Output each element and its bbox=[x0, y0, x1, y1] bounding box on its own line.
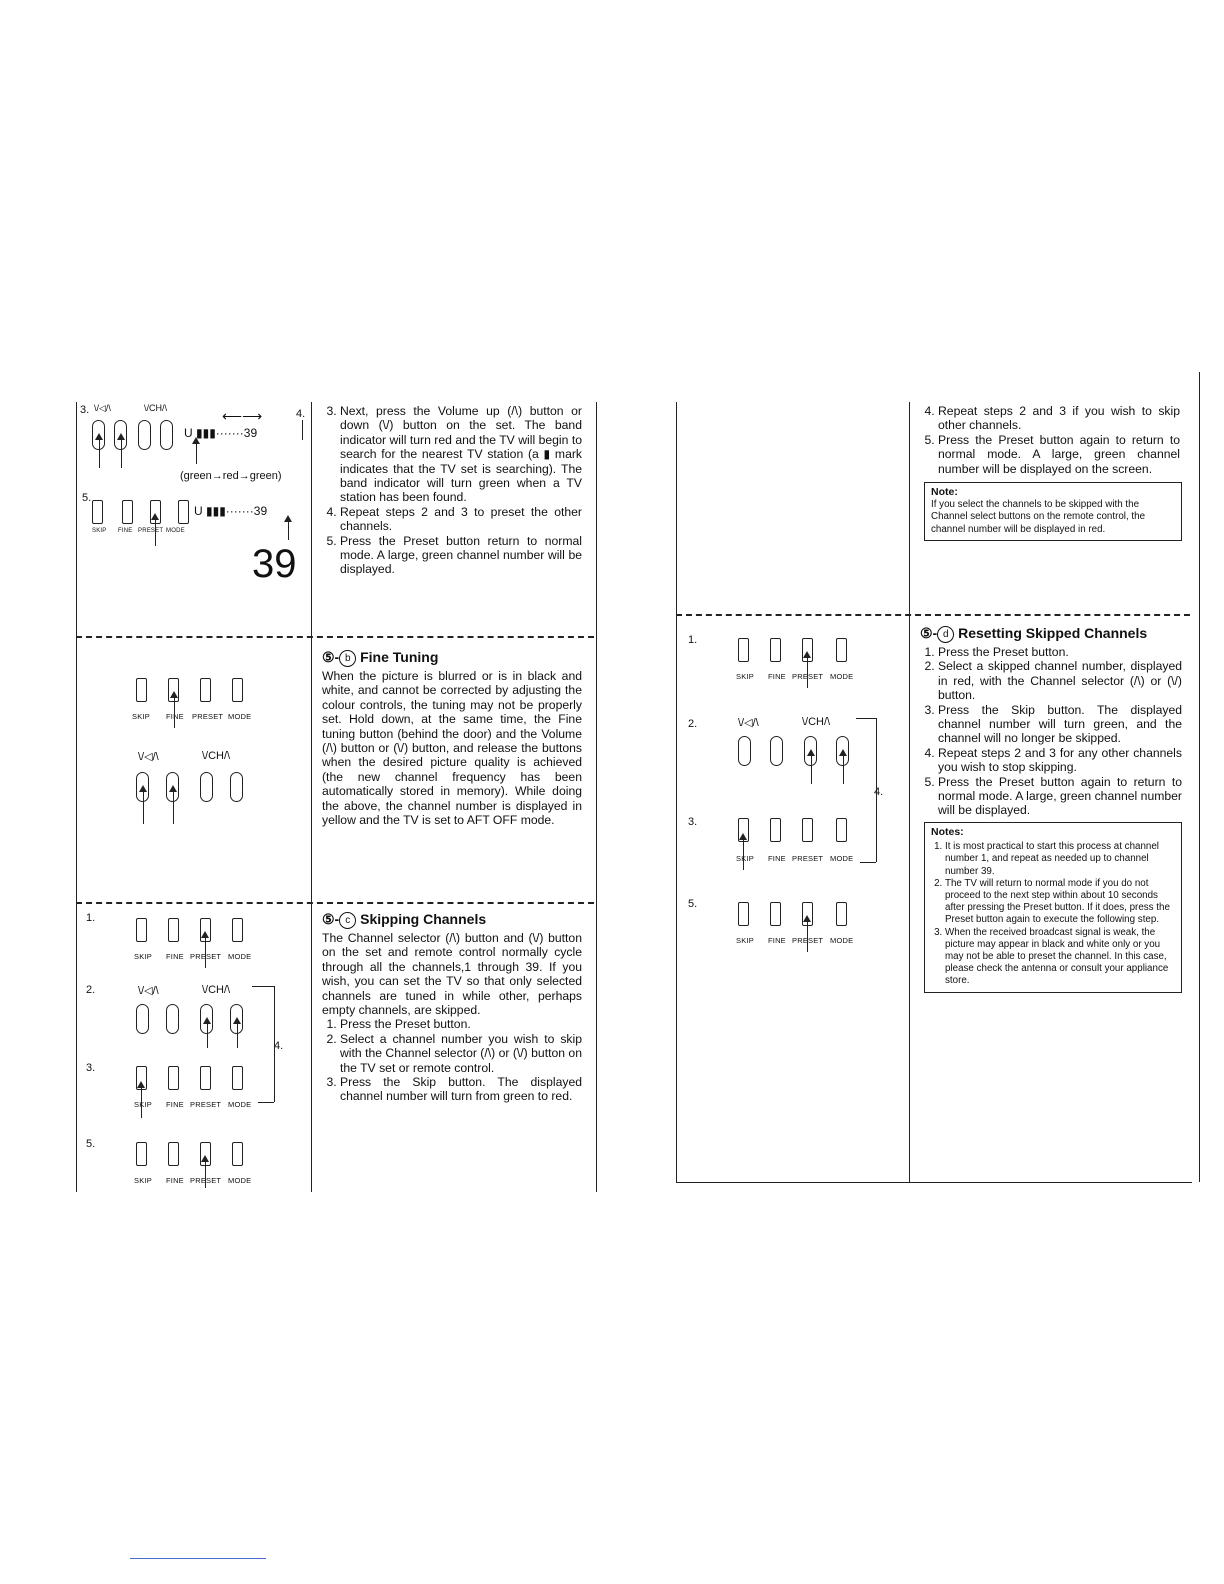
preset-label: PRESET bbox=[792, 854, 824, 863]
skip-button bbox=[136, 1142, 147, 1166]
preset-button bbox=[200, 1066, 211, 1090]
vol-up-button bbox=[166, 1004, 179, 1034]
notes-title: Notes: bbox=[931, 826, 964, 838]
section-d-item: 3. Press the Skip button. The displayed channel number will turn green, and the channel will no longer be skipped. bbox=[938, 703, 1182, 746]
notes-box bbox=[924, 822, 1182, 993]
arrow-up-icon bbox=[141, 1088, 142, 1118]
volume-label: \/◁/\ bbox=[738, 717, 759, 729]
fine-label: FINE bbox=[166, 1100, 184, 1109]
section-d-item: 4. Repeat steps 2 and 3 for any other channels you wish to stop skipping. bbox=[938, 746, 1182, 775]
step-number: 1. bbox=[688, 634, 698, 646]
bracket-line bbox=[302, 420, 303, 440]
fine-button bbox=[770, 902, 781, 926]
skip-button bbox=[738, 902, 749, 926]
arrow-up-icon bbox=[121, 440, 122, 468]
step-number: 4. bbox=[874, 786, 884, 798]
section-a-item: 3. Next, press the Volume up (/\) button or down (\/) button on the set. The band indicator will turn red and the TV will begin to search for the nearest TV station (a ▮ mark indicates that the TV set is searching). The band indicator will turn green when a TV station has been found. bbox=[340, 404, 582, 505]
bracket-line bbox=[860, 862, 876, 863]
ch-down-button bbox=[138, 420, 151, 450]
section-d-item: 5. Press the Preset button again to return to normal mode. A large, green channel number will be displayed. bbox=[938, 775, 1182, 818]
channel-label: \/CH/\ bbox=[144, 403, 168, 413]
preset-button bbox=[802, 818, 813, 842]
section-d-heading bbox=[920, 624, 1182, 643]
section-marker: ⑤- bbox=[920, 625, 938, 641]
section-a-item: 4. Repeat steps 2 and 3 to preset the other channels. bbox=[340, 505, 582, 534]
arrow-up-icon bbox=[205, 938, 206, 968]
note-item: 1. It is most practical to start this process at channel number 1, and repeat as needed up to channel number 39. bbox=[945, 841, 1175, 878]
arrow-up-icon bbox=[843, 756, 844, 784]
mode-button bbox=[232, 1142, 243, 1166]
right-edge-line bbox=[1199, 372, 1200, 1182]
mode-label: MODE bbox=[228, 1100, 252, 1109]
large-channel-number: 39 bbox=[252, 542, 297, 586]
volume-label: \/◁/\ bbox=[138, 751, 159, 763]
band-indicator: U ▮▮▮·······39 bbox=[194, 504, 268, 518]
circled-letter: b bbox=[339, 650, 356, 667]
section-title: Fine Tuning bbox=[360, 649, 439, 665]
volume-label: \/◁/\ bbox=[94, 403, 111, 413]
fine-button bbox=[122, 500, 133, 524]
note-item: 3. When the received broadcast signal is weak, the picture may appear in black and white only or you may not be able to preset the channel. In this case, please check the antenna or consult your appliance store. bbox=[945, 927, 1175, 988]
mode-label: MODE bbox=[830, 854, 854, 863]
section-title: Resetting Skipped Channels bbox=[958, 625, 1148, 641]
section-b-body: When the picture is blurred or is in black and white, and cannot be corrected by adjusting the colour controls, the tuning may not be properly set. Hold down, at the same time, the Fine tuning button (behind the door) and the Volume (/\) button or (\/) button, and release the buttons when the desired picture quality is achieved (the new channel frequency has been automatically stored in memory). While doing the above, the channel number is displayed in yellow and the TV is set to AFT OFF mode. bbox=[322, 669, 582, 828]
vol-down-button bbox=[738, 736, 751, 766]
skip-label: SKIP bbox=[134, 1176, 152, 1185]
section-c-item: 2. Select a channel number you wish to skip with the Channel selector (/\) or (\/) button on the TV set or remote control. bbox=[340, 1032, 582, 1075]
skip-button bbox=[136, 918, 147, 942]
section-marker: ⑤- bbox=[322, 911, 340, 927]
step-number: 4. bbox=[274, 1040, 284, 1052]
footer-line bbox=[130, 1558, 266, 1559]
mode-button bbox=[232, 918, 243, 942]
arrow-up-icon bbox=[807, 658, 808, 688]
note-item: 2. The TV will return to normal mode if you do not proceed to the next step within about 10 seconds after pressing the Preset button. If it does, press the Preset button again to execute the following step. bbox=[945, 878, 1175, 927]
preset-label: PRESET bbox=[192, 712, 224, 721]
volume-label: \/◁/\ bbox=[138, 985, 159, 997]
arrow-up-icon bbox=[743, 840, 744, 870]
skip-button bbox=[136, 678, 147, 702]
skip-label: SKIP bbox=[736, 936, 754, 945]
section-c-cont-item: 5. Press the Preset button again to return to normal mode. A large, green channel number will be displayed on the screen. bbox=[938, 433, 1180, 476]
section-d-text bbox=[920, 624, 1182, 818]
divider-2 bbox=[76, 902, 594, 904]
skip-label: SKIP bbox=[132, 712, 150, 721]
skip-button bbox=[738, 638, 749, 662]
mode-button bbox=[178, 500, 189, 524]
arrow-up-icon bbox=[155, 520, 156, 546]
step-number: 5. bbox=[82, 492, 92, 504]
right-column-divider bbox=[909, 402, 910, 1182]
channel-label: \/CH/\ bbox=[202, 984, 231, 996]
preset-button bbox=[200, 678, 211, 702]
figure-volume-search bbox=[80, 404, 308, 604]
mode-label: MODE bbox=[228, 712, 252, 721]
mode-label: MODE bbox=[830, 936, 854, 945]
step-number: 4. bbox=[296, 408, 306, 420]
arrow-up-icon bbox=[205, 1162, 206, 1188]
bracket-line bbox=[856, 718, 876, 719]
mode-button bbox=[232, 678, 243, 702]
arrow-up-icon bbox=[99, 440, 100, 468]
arrow-up-icon bbox=[173, 792, 174, 824]
arrow-up-icon bbox=[237, 1024, 238, 1048]
right-page-left-line bbox=[676, 402, 677, 1182]
mode-label: MODE bbox=[228, 952, 252, 961]
note-body: If you select the channels to be skipped with the Channel select buttons on the remote control, the channel number will be displayed in red. bbox=[931, 499, 1146, 535]
arrow-up-icon bbox=[196, 444, 197, 464]
step-number: 2. bbox=[86, 984, 96, 996]
bracket-line bbox=[258, 1102, 274, 1103]
section-c-item: 1. Press the Preset button. bbox=[340, 1017, 582, 1031]
section-d-item: 2. Select a skipped channel number, displayed in red, with the Channel selector (/\) or (\/) button. bbox=[938, 659, 1182, 702]
skip-button bbox=[92, 500, 103, 524]
section-c-heading bbox=[322, 910, 582, 929]
section-c-text bbox=[322, 910, 582, 1104]
preset-label: PRESET bbox=[190, 1176, 222, 1185]
section-a-text bbox=[322, 404, 582, 577]
fine-label: FINE bbox=[768, 672, 786, 681]
section-c-continued bbox=[920, 404, 1180, 476]
step-number: 3. bbox=[86, 1062, 96, 1074]
fine-button bbox=[770, 638, 781, 662]
section-b-heading bbox=[322, 648, 582, 667]
note-title: Note: bbox=[931, 486, 958, 498]
step-number: 5. bbox=[86, 1138, 96, 1150]
preset-label: PRESET bbox=[138, 528, 164, 534]
section-a-item: 5. Press the Preset button return to normal mode. A large, green channel number will be displayed. bbox=[340, 534, 582, 577]
fine-button bbox=[770, 818, 781, 842]
arrow-up-icon bbox=[207, 1024, 208, 1048]
arrow-up-icon bbox=[143, 792, 144, 824]
circled-letter: c bbox=[339, 912, 356, 929]
vol-up-button bbox=[770, 736, 783, 766]
fine-label: FINE bbox=[118, 528, 133, 534]
preset-label: PRESET bbox=[792, 936, 824, 945]
channel-label: \/CH/\ bbox=[802, 716, 831, 728]
note-box bbox=[924, 482, 1182, 541]
section-b-text bbox=[322, 648, 582, 827]
ch-down-button bbox=[200, 772, 213, 802]
page-center-line bbox=[596, 402, 597, 1192]
fine-button bbox=[168, 918, 179, 942]
preset-label: PRESET bbox=[792, 672, 824, 681]
fine-label: FINE bbox=[768, 854, 786, 863]
arrow-up-icon bbox=[811, 756, 812, 784]
mode-label: MODE bbox=[228, 1176, 252, 1185]
ch-up-button bbox=[160, 420, 173, 450]
arrow-down-icon bbox=[288, 522, 289, 540]
mode-button bbox=[232, 1066, 243, 1090]
fine-button bbox=[168, 1142, 179, 1166]
figure-resetting bbox=[680, 628, 908, 958]
vol-down-button bbox=[136, 1004, 149, 1034]
fine-label: FINE bbox=[166, 952, 184, 961]
preset-label: PRESET bbox=[190, 952, 222, 961]
divider-3 bbox=[676, 614, 1190, 616]
right-bottom-line bbox=[676, 1182, 1192, 1183]
figure-skipping bbox=[80, 910, 308, 1190]
step-number: 3. bbox=[80, 404, 90, 416]
left-column-divider bbox=[311, 402, 312, 1192]
fine-label: FINE bbox=[166, 1176, 184, 1185]
section-d-item: 1. Press the Preset button. bbox=[938, 645, 1182, 659]
section-marker: ⑤- bbox=[322, 649, 340, 665]
arrow-up-icon bbox=[174, 698, 175, 728]
color-change-note: (green→red→green) bbox=[180, 470, 282, 482]
step-number: 3. bbox=[688, 816, 698, 828]
fine-label: FINE bbox=[166, 712, 184, 721]
skip-label: SKIP bbox=[134, 952, 152, 961]
figure-fine-tuning bbox=[80, 648, 308, 898]
band-indicator: U ▮▮▮·······39 bbox=[184, 426, 258, 440]
bracket-line bbox=[252, 986, 274, 987]
step-number: 5. bbox=[688, 898, 698, 910]
mode-label: MODE bbox=[166, 528, 185, 534]
mode-button bbox=[836, 818, 847, 842]
step-number: 1. bbox=[86, 912, 96, 924]
section-c-cont-item: 4. Repeat steps 2 and 3 if you wish to skip other channels. bbox=[938, 404, 1180, 433]
mode-label: MODE bbox=[830, 672, 854, 681]
skip-label: SKIP bbox=[92, 528, 107, 534]
mode-button bbox=[836, 638, 847, 662]
skip-label: SKIP bbox=[134, 1100, 152, 1109]
fine-button bbox=[168, 1066, 179, 1090]
divider-1 bbox=[76, 636, 594, 638]
section-c-item: 3. Press the Skip button. The displayed channel number will turn from green to red. bbox=[340, 1075, 582, 1104]
skip-label: SKIP bbox=[736, 672, 754, 681]
channel-label: \/CH/\ bbox=[202, 750, 231, 762]
fine-label: FINE bbox=[768, 936, 786, 945]
section-c-body: The Channel selector (/\) button and (\/) button on the set and remote control normally cycle through all the channels,1 through 39. If you wish, you can set the TV so that only selected channels are tuned in while other, perhaps empty channels, are skipped. bbox=[322, 931, 582, 1018]
section-title: Skipping Channels bbox=[360, 911, 487, 927]
skip-label: SKIP bbox=[736, 854, 754, 863]
left-margin-line bbox=[76, 402, 77, 1192]
ch-up-button bbox=[230, 772, 243, 802]
arrow-up-icon bbox=[807, 922, 808, 952]
preset-label: PRESET bbox=[190, 1100, 222, 1109]
mode-button bbox=[836, 902, 847, 926]
circled-letter: d bbox=[937, 626, 954, 643]
step-number: 2. bbox=[688, 718, 698, 730]
double-arrow-icon: ⟵⟶ bbox=[222, 408, 263, 424]
